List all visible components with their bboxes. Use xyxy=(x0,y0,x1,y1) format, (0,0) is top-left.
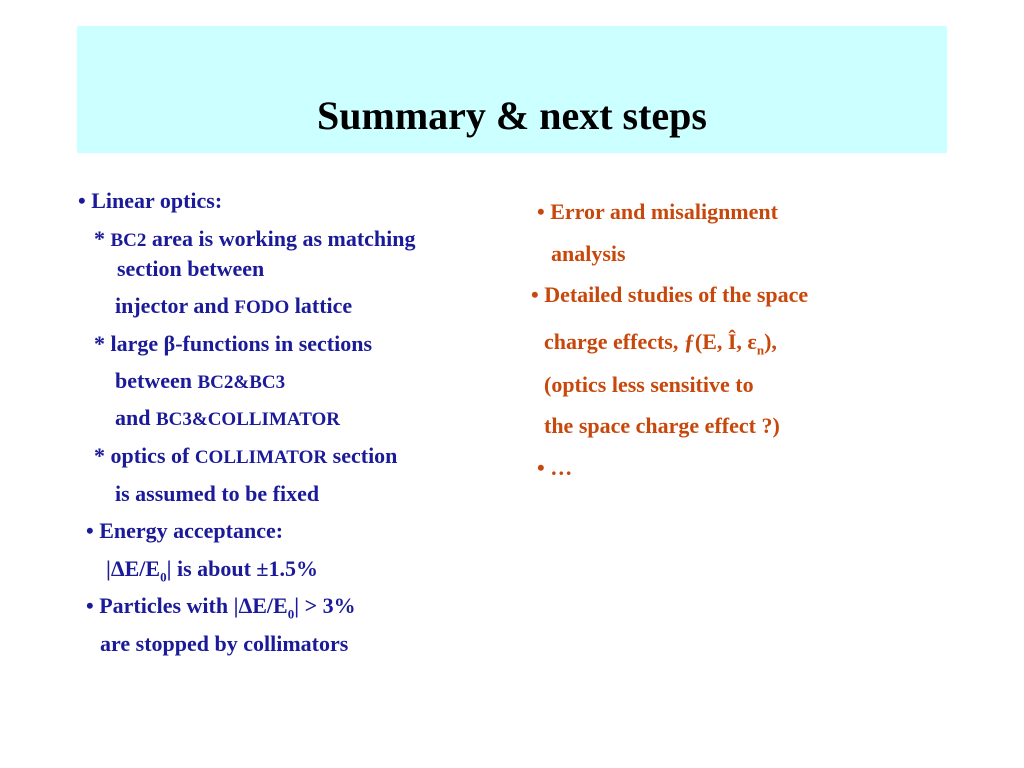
closing-paren-text: ), xyxy=(764,329,777,354)
bc2-matching-line xyxy=(94,228,416,250)
and-bc3-collimator-line xyxy=(115,407,340,429)
title-banner xyxy=(77,26,947,153)
ellipsis-bullet: • … xyxy=(537,455,573,480)
linear-optics-heading: • Linear optics: xyxy=(78,188,223,213)
beta-functions-line: * large β-functions in sections xyxy=(94,331,373,356)
about-text: | is about ±1.5% xyxy=(166,556,318,581)
and-text: and xyxy=(115,405,156,430)
subscript-zero: 0 xyxy=(160,569,167,585)
between-bc2-bc3-line xyxy=(115,370,285,392)
space-charge-heading: • Detailed studies of the space xyxy=(531,282,809,307)
fodo-label: FODO xyxy=(234,297,290,318)
between-text: between xyxy=(115,368,198,393)
assumed-fixed-line: is assumed to be fixed xyxy=(115,481,320,506)
section-text: section xyxy=(327,443,398,468)
collimator-label: COLLIMATOR xyxy=(194,447,328,468)
space-charge-effect-line: the space charge effect ?) xyxy=(544,413,780,438)
greater-than-text: | > 3% xyxy=(294,593,356,618)
collimator-optics-line xyxy=(94,445,397,467)
delta-e-text: |ΔE/E xyxy=(106,556,161,581)
optics-of-text: * optics of xyxy=(94,443,195,468)
optics-less-sensitive-line: (optics less sensitive to xyxy=(544,372,754,397)
bc2-label: BC2 xyxy=(110,230,147,251)
stopped-by-collimators-line: are stopped by collimators xyxy=(100,631,349,656)
subscript-n: n xyxy=(756,342,765,358)
injector-text: injector and xyxy=(115,293,235,318)
error-misalignment-heading: • Error and misalignment xyxy=(537,199,778,224)
bc2-bc3-label: BC2&BC3 xyxy=(197,372,286,393)
slide-title: Summary & next steps xyxy=(317,93,707,138)
particles-heading xyxy=(86,595,356,620)
asterisk: * xyxy=(94,226,111,251)
energy-acceptance-heading: • Energy acceptance: xyxy=(86,518,284,543)
energy-spread-line xyxy=(106,558,318,583)
charge-effects-text: charge effects, ƒ(E, Î, ε xyxy=(544,329,757,354)
injector-fodo-line xyxy=(115,295,352,317)
subscript-zero: 0 xyxy=(287,606,295,622)
section-between-line: section between xyxy=(117,256,265,281)
charge-effects-line xyxy=(544,331,777,356)
lattice-text: lattice xyxy=(289,293,353,318)
bc2-text: area is working as matching xyxy=(146,226,416,251)
bc3-collimator-label: BC3&COLLIMATOR xyxy=(155,409,341,430)
analysis-line: analysis xyxy=(551,241,626,266)
particles-text: • Particles with |ΔE/E xyxy=(86,593,288,618)
